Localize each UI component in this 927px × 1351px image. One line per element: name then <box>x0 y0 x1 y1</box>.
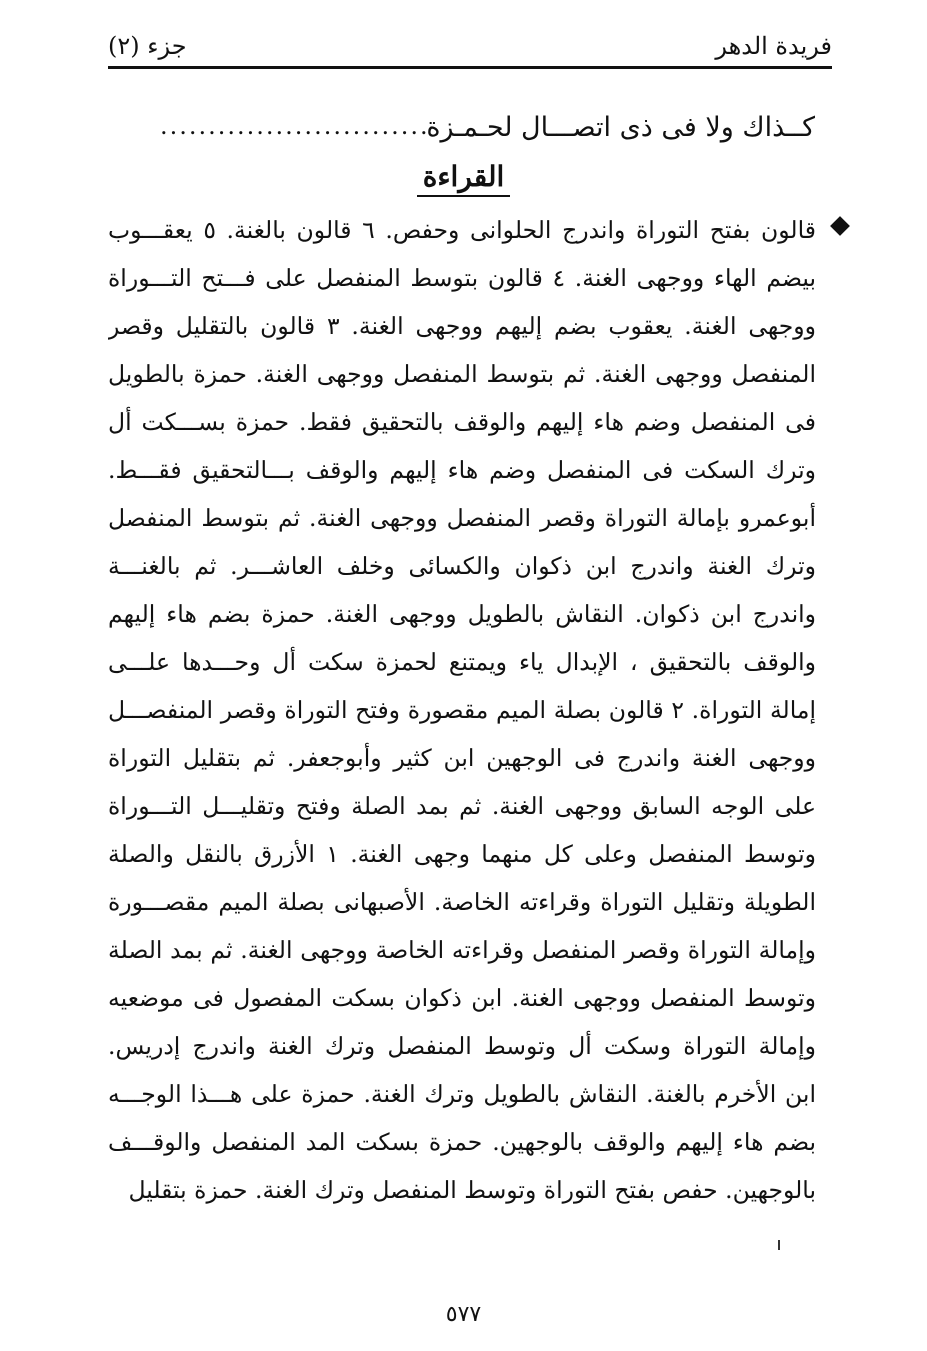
text-line: وإمالة التوراة وقصر المنفصل وقراءته الخاصة ووجهى الغنة. ثم بمد الصلة <box>108 936 816 964</box>
verse-line <box>160 112 815 156</box>
text-line: أبوعمرو بإمالة التوراة وقصر المنفصل ووجهى الغنة. ثم بتوسط المنفصل <box>108 504 816 532</box>
text-line: وإمالة التوراة وسكت أل وتوسط المنفصل وترك الغنة واندرج إدريس. <box>108 1032 816 1060</box>
text-line: ووجهى الغنة واندرج فى الوجهين ابن كثير وأبوجعفر. ثم بتقليل التوراة <box>108 744 816 772</box>
text-line: وتوسط المنفصل وعلى كل منهما وجهى الغنة. ١ الأزرق بالنقل والصلة <box>108 840 816 868</box>
text-line: وتوسط المنفصل ووجهى الغنة. ابن ذكوان بسكت المفصول فى موضعيه <box>108 984 816 1012</box>
section-title: القراءة <box>417 160 511 197</box>
verse-dots: ............................ <box>160 112 430 140</box>
verse-text: كــذاك ولا فى ذى اتصـــال لحـمـزة <box>426 112 815 143</box>
text-line: قالون بفتح التوراة واندرج الحلوانى وحفص. ٦ قالون بالغنة. ٥ يعقـــوب <box>108 216 816 244</box>
header-divider <box>108 66 832 69</box>
text-line: بضم هاء إليهم والوقف بالوجهين. حمزة بسكت المد المنفصل والوقـــف <box>108 1128 816 1156</box>
text-line: بيضم الهاء ووجهى الغنة. ٤ قالون بتوسط المنفصل على فـــتح التـــوراة <box>108 264 816 292</box>
text-line: فى المنفصل وضم هاء إليهم والوقف بالتحقيق فقط. حمزة بســـكت أل <box>108 408 816 436</box>
text-line: والوقف بالتحقيق ، الإبدال ياء ويمتنع لحمزة سكت أل وحـــدها علـــى <box>108 648 816 676</box>
diamond-bullet-icon <box>830 216 850 236</box>
text-line: ابن الأخرم بالغنة. النقاش بالطويل وترك الغنة. حمزة على هـــذا الوجـــه <box>108 1080 816 1108</box>
text-line: الطويلة وتقليل التوراة وقراءته الخاصة. الأصبهانى بصلة الميم مقصـــورة <box>108 888 816 916</box>
text-line: وترك السكت فى المنفصل وضم هاء إليهم والوقف بـــالتحقيق فقـــط. <box>108 456 816 484</box>
text-line: إمالة التوراة. ٢ قالون بصلة الميم مقصورة وفتح التوراة وقصر المنفصـــل <box>108 696 816 724</box>
text-line: المنفصل ووجهى الغنة. ثم بتوسط المنفصل ووجهى الغنة. حمزة بالطويل <box>108 360 816 388</box>
text-line: وترك الغنة واندرج ابن ذكوان والكسائى وخلف العاشـــر. ثم بالغنـــة <box>108 552 816 580</box>
stray-mark <box>778 1240 780 1250</box>
book-title: فريدة الدهر <box>715 32 832 60</box>
page-header <box>108 28 832 68</box>
body-text <box>108 206 816 1214</box>
text-line: ووجهى الغنة. يعقوب بضم إليهم ووجهى الغنة. ٣ قالون بالتقليل وقصر <box>108 312 816 340</box>
text-line: على الوجه السابق ووجهى الغنة. ثم بمد الصلة وفتح وتقليـــل التـــوراة <box>108 792 816 820</box>
part-number: جزء (٢) <box>108 32 187 60</box>
section-heading <box>0 160 927 193</box>
text-line: واندرج ابن ذكوان. النقاش بالطويل ووجهى الغنة. حمزة بضم هاء إليهم <box>108 600 816 628</box>
page-number: ٥٧٧ <box>445 1302 482 1327</box>
text-line: بالوجهين. حفص بفتح التوراة وتوسط المنفصل وترك الغنة. حمزة بتقليل <box>128 1176 816 1204</box>
